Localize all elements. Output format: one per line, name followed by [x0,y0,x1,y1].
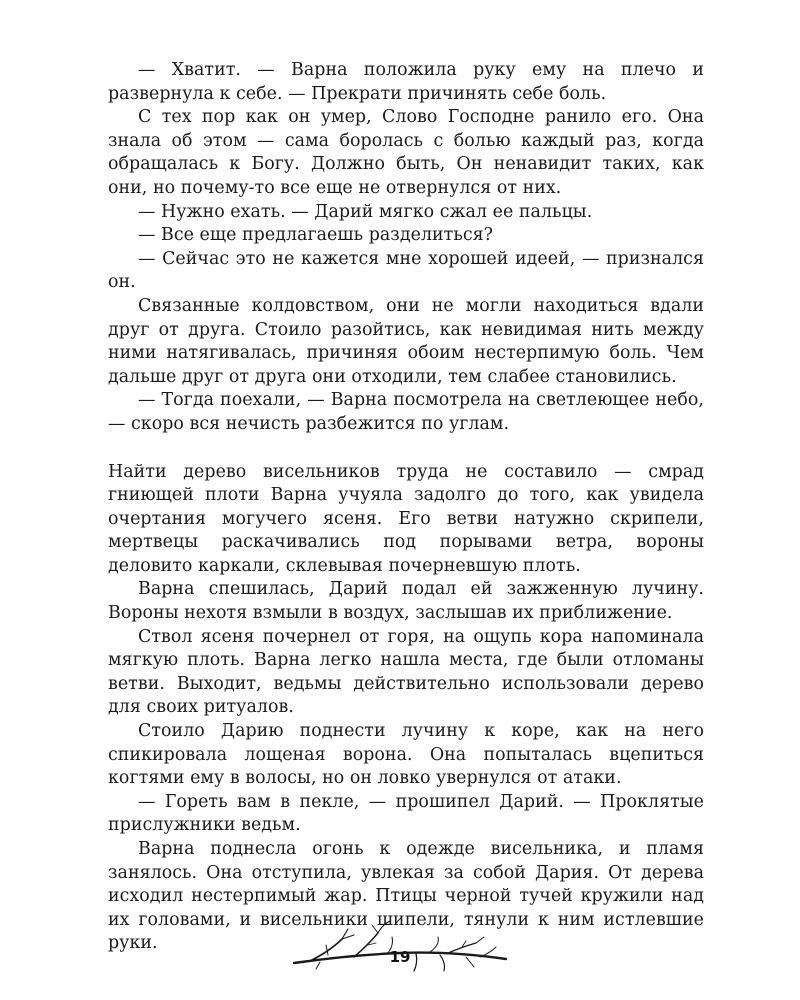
paragraph-1: — Хватит. — Варна положила руку ему на плечо и развернула к себе. — Прекрати причинять себе боль. [108,60,704,104]
page-text [108,59,704,956]
paragraph-6: Связанные колдовством, они не могли находиться вдали друг от друга. Стоило разойтись, как невидимая нить между ними натягивалась, причиняя обоим нестерпимую боль. Чем дальше друг от друга они отходили, тем слабее становились. [108,295,704,387]
section-break [108,437,704,461]
paragraph-5: — Сейчас это не кажется мне хорошей идеей, — признался он. [108,248,704,293]
paragraph-13: Варна поднесла огонь к одежде висельника, и пламя занялось. Она отступила, увлекая за собой Дария. От дерева исходил нестерпимый жар. Птицы черной тучей кружили над их головами, и висельники шипели, тянули к ним истлевшие руки. [108,839,704,954]
paragraph-2: С тех пор как он умер, Слово Господне ранило его. Она знала об этом — сама боролась с болью каждый раз, когда обращалась к Богу. Должно быть, Он ненавидит таких, как они, но почему-то все еще не отвернулся от них. [108,107,704,198]
paragraph-4: — Все еще предлагаешь разделиться? [138,225,494,246]
paragraph-8: Найти дерево висельников труда не составило — смрад гниющей плоти Варна учуяла задолго до того, как увидела очертания могучего ясеня. Его ветви натужно скрипели, мертвецы раскачивались под порывами ветра, вороны деловито каркали, склевывая почерневшую плоть. [108,461,704,576]
paragraph-10: Ствол ясеня почернел от горя, на ощупь кора напоминала мягкую плоть. Варна легко нашла места, где были отломаны ветви. Выходит, ведьмы действительно использовали дерево для своих ритуалов. [108,626,704,718]
paragraph-9: Варна спешилась, Дарий подал ей зажженную лучину. Вороны нехотя взмыли в воздух, заслышав их приближение. [108,579,704,624]
tree-branch-icon [290,915,510,975]
paragraph-7: — Тогда поехали, — Варна посмотрела на светлеющее небо, — скоро вся нечисть разбежится по углам. [108,390,704,434]
page-footer [0,915,800,975]
paragraph-11: Стоило Дарию поднести лучину к коре, как на него спикировала лощеная ворона. Она попыталась вцепиться когтями ему в волосы, но он ловко увернулся от атаки. [108,721,704,789]
paragraph-12: — Гореть вам в пекле, — прошипел Дарий. — Проклятые прислужники ведьм. [108,791,704,836]
page-number: 19 [389,948,411,966]
paragraph-3: — Нужно ехать. — Дарий мягко сжал ее пальцы. [138,201,593,222]
